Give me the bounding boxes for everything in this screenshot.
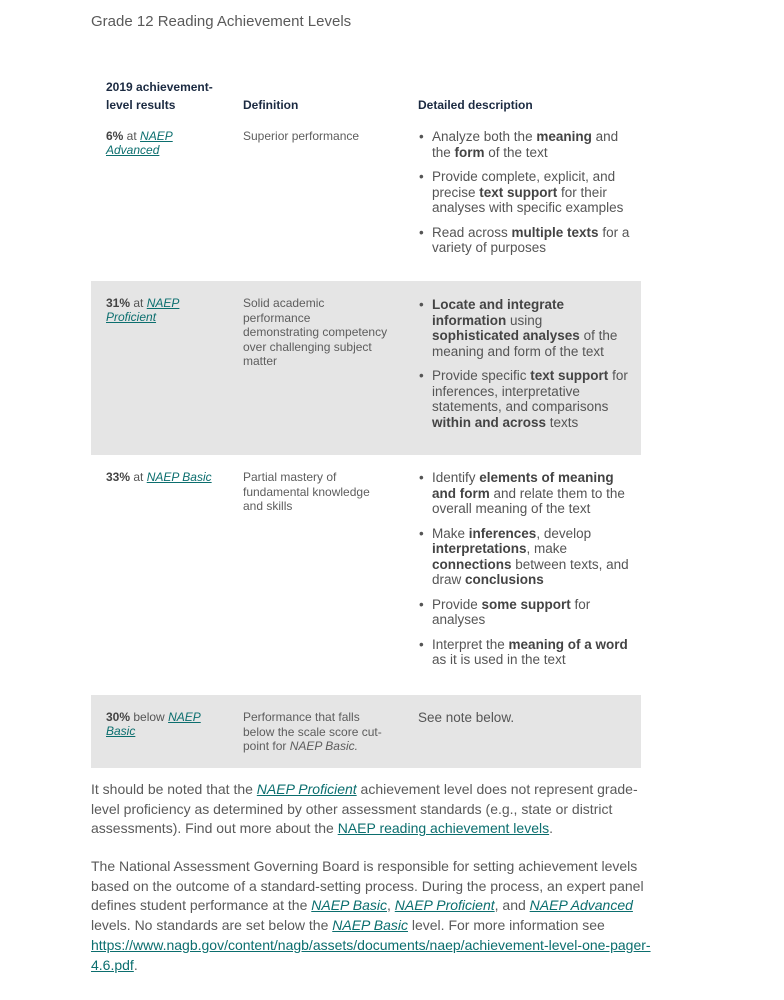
text-run: and relate them to the overall meaning of the text [432, 485, 625, 516]
result-percent: 6% [106, 129, 124, 143]
text-run: Provide [432, 596, 482, 612]
text-run: of the meaning and form of the text [432, 328, 618, 359]
text-run: Provide complete, explicit, and precise [432, 169, 616, 200]
text-run: Make [432, 525, 469, 541]
table-row-proficient [91, 281, 641, 455]
text-run: , and [494, 897, 530, 914]
bold-text: within and across [432, 414, 547, 430]
description-note: See note below. [418, 710, 515, 725]
bold-text: some support [481, 596, 571, 612]
result-percent: 30% [106, 710, 131, 724]
description-list [418, 129, 633, 256]
result-cell [106, 129, 216, 157]
text-run: level. For more information see [407, 917, 605, 934]
bold-text: interpretations [432, 541, 527, 556]
bold-text: text support [530, 368, 609, 383]
description-bullet [418, 129, 633, 160]
page-title: Grade 12 Reading Achievement Levels [91, 13, 352, 30]
description-bullet [418, 368, 633, 430]
header-results: 2019 achievement-level results [106, 80, 213, 112]
description-bullet [418, 225, 633, 256]
description-cell [418, 297, 633, 439]
description-list [418, 470, 633, 668]
inline-link[interactable]: NAEP Advanced [529, 897, 633, 914]
table-row-basic [91, 455, 641, 695]
bold-text: meaning of a word [508, 636, 628, 652]
text-run: Analyze both the [432, 129, 537, 144]
description-bullet [418, 637, 633, 668]
bold-text: multiple texts [511, 224, 599, 240]
text-run: Read across [432, 224, 512, 240]
bold-text: elements of meaning and form [432, 470, 614, 501]
text-run: of the text [484, 144, 548, 160]
inline-link[interactable]: https://www.nagb.gov/content/nagb/assets/documents/naep/achievement-level-one-pager-4.6.pdf [91, 936, 651, 973]
description-bullet [418, 470, 633, 517]
description-cell [418, 129, 633, 265]
text-run: for their analyses with specific examples [432, 184, 624, 215]
result-connector: at [130, 296, 147, 310]
proficiency-note-paragraph [91, 780, 651, 839]
achievement-levels-table [91, 60, 641, 768]
result-percent: 33% [106, 470, 131, 484]
text-run: Interpret the [432, 636, 509, 652]
description-bullet [418, 597, 633, 628]
bold-text: form [454, 144, 485, 160]
naep-basic-link[interactable]: NAEP Basic [146, 470, 212, 484]
inline-link[interactable]: NAEP Proficient [256, 781, 357, 797]
bold-text: meaning [536, 129, 592, 144]
text-run: It should be noted that the [91, 781, 257, 797]
result-cell [106, 470, 216, 484]
text-run: . [549, 820, 553, 837]
text-run: , [386, 897, 395, 914]
definition-cell: Superior performance [243, 129, 360, 143]
inline-link[interactable]: NAEP Basic [332, 917, 408, 934]
text-run: for analyses [432, 596, 591, 627]
bold-text: connections [432, 556, 512, 572]
text-run: levels. No standards are set below the [91, 917, 333, 934]
text-run: using [506, 312, 543, 328]
inline-link[interactable]: NAEP Proficient [394, 897, 495, 914]
text-run: . [133, 956, 138, 973]
header-description: Detailed description [418, 98, 533, 112]
table-header-row [91, 60, 641, 116]
naep-proficient-link[interactable]: NAEP Proficient [106, 296, 180, 324]
definition-cell [243, 710, 388, 754]
bold-text: text support [479, 184, 558, 200]
result-connector: below [130, 710, 169, 724]
bold-text: sophisticated analyses [432, 328, 580, 343]
result-percent: 31% [106, 296, 131, 310]
description-list [418, 297, 633, 430]
text-run: Identify [432, 470, 480, 485]
inline-link[interactable]: NAEP reading achievement levels [337, 820, 550, 837]
bold-text: Locate and integrate information [432, 297, 565, 328]
definition-cell: Solid academic performance demonstrating competency over challenging subject matter [243, 296, 388, 368]
result-cell [106, 296, 216, 324]
text-run: between texts, and draw [432, 556, 629, 587]
text-run: Provide specific [432, 368, 531, 383]
text-run: , make [526, 541, 568, 556]
result-cell [106, 710, 216, 738]
text-run: for inferences, interpretative statements, and comparisons [432, 368, 628, 414]
result-connector: at [130, 470, 147, 484]
text-run: , develop [536, 525, 592, 541]
text-run: for a variety of purposes [432, 224, 630, 255]
definition-level-name: NAEP Basic. [289, 739, 358, 753]
naep-basic-link[interactable]: NAEP Basic [106, 710, 201, 738]
bold-text: conclusions [465, 572, 544, 587]
table-row-advanced [91, 116, 641, 281]
inline-link[interactable]: NAEP Basic [311, 897, 387, 914]
definition-cell: Partial mastery of fundamental knowledge and skills [243, 470, 370, 513]
result-connector: at [123, 129, 141, 143]
description-cell [418, 470, 633, 677]
text-run: texts [546, 414, 579, 430]
description-bullet [418, 297, 633, 359]
text-run: The National Assessment Governing Board is responsible for setting achievement levels based on the outcome of a standard-setting process. During the process, an expert panel defines student performance at the [91, 858, 644, 914]
header-definition: Definition [243, 98, 299, 112]
text-run: achievement level does not represent grade-level proficiency as determined by other assessment standards (e.g., state or district assessments). Find out more about the [91, 781, 638, 837]
table-row-below-basic [91, 695, 641, 768]
description-bullet [418, 169, 633, 216]
governing-board-paragraph [91, 857, 651, 975]
bold-text: inferences [468, 525, 537, 541]
definition-text: Performance that falls below the scale score cut-point for [243, 710, 382, 753]
text-run: as it is used in the text [432, 652, 566, 667]
text-run: and the [432, 129, 619, 160]
description-bullet [418, 526, 633, 588]
naep-advanced-link[interactable]: NAEP Advanced [106, 129, 173, 157]
